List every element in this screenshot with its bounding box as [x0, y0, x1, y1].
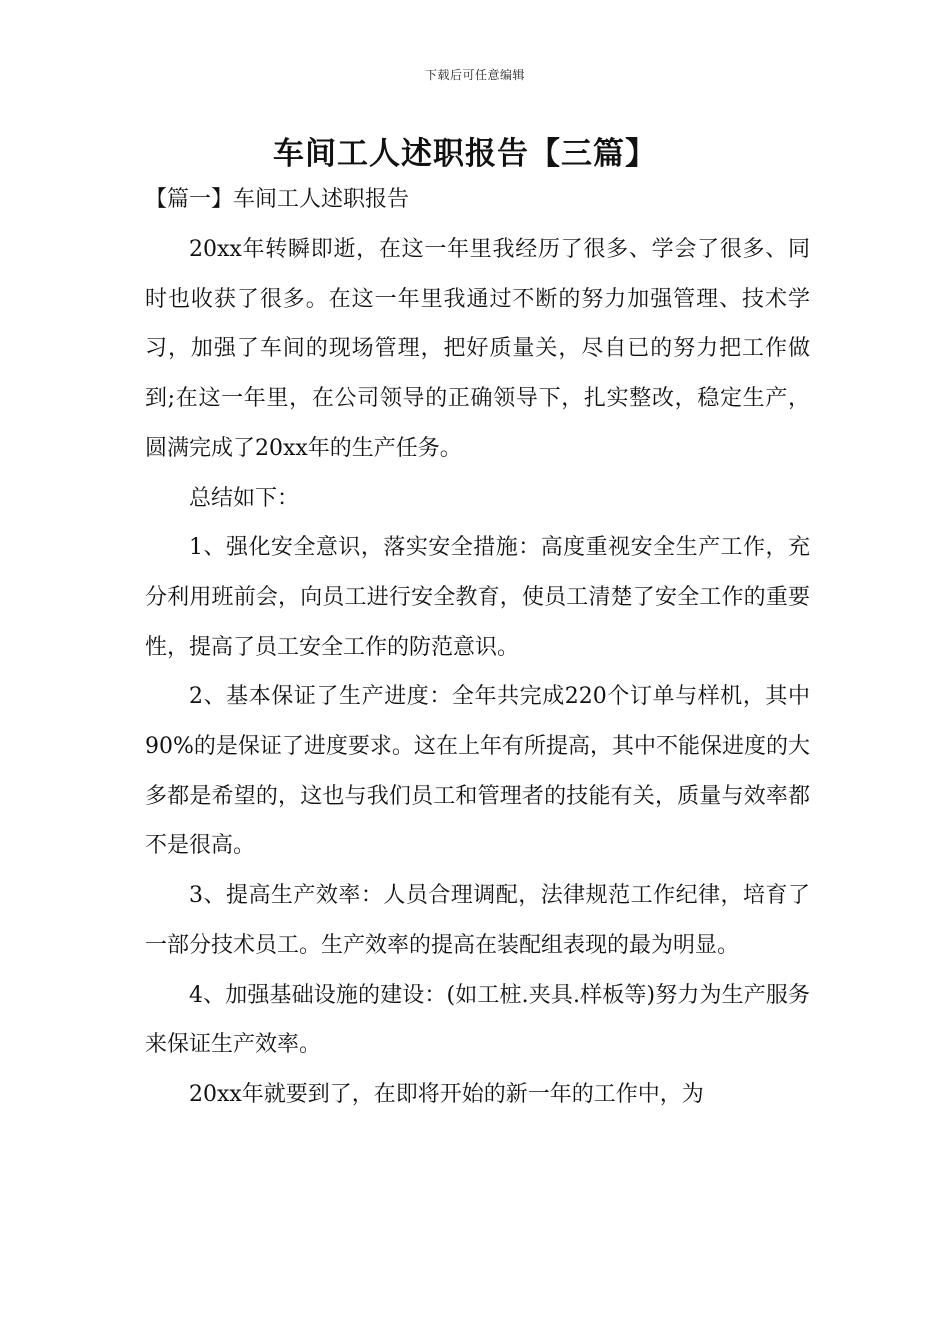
section-heading: 【篇一】车间工人述职报告	[145, 187, 410, 212]
document-title: 车间工人述职报告【三篇】	[273, 136, 657, 172]
paragraph-intro: 20xx年转瞬即逝，在这一年里我经历了很多、学会了很多、同时也收获了很多。在这一年里我通过不断的努力加强管理、技术学习，加强了车间的现场管理，把好质量关，尽自已的努力把工作做到;在这一年里，在公司领导的正确领导下，扎实整改，稳定生产，圆满完成了20xx年的生产任务。	[145, 237, 810, 461]
paragraph-summary-lead: 总结如下：	[189, 485, 300, 511]
paragraph-item-4: 4、加强基础设施的建设：(如工桩.夹具.样板等)努力为生产服务来保证生产效率。	[145, 982, 810, 1058]
body-text	[145, 225, 810, 1120]
paragraph-item-2: 2、基本保证了生产进度：全年共完成220个订单与样机，其中90%的是保证了进度要求。这在上年有所提高，其中不能保进度的大多都是希望的，这也与我们员工和管理者的技能有关，质量与效率都不是很高。	[145, 684, 810, 859]
paragraph-item-1: 1、强化安全意识，落实安全措施：高度重视安全生产工作，充分利用班前会，向员工进行安全教育，使员工清楚了安全工作的重要性，提高了员工安全工作的防范意识。	[145, 535, 810, 660]
header-note: 下载后可任意编辑	[424, 68, 525, 82]
paragraph-item-3: 3、提高生产效率：人员合理调配，法律规范工作纪律，培育了一部分技术员工。生产效率的提高在装配组表现的最为明显。	[145, 883, 810, 958]
paragraph-outlook: 20xx年就要到了，在即将开始的新一年的工作中，为	[189, 1081, 704, 1107]
